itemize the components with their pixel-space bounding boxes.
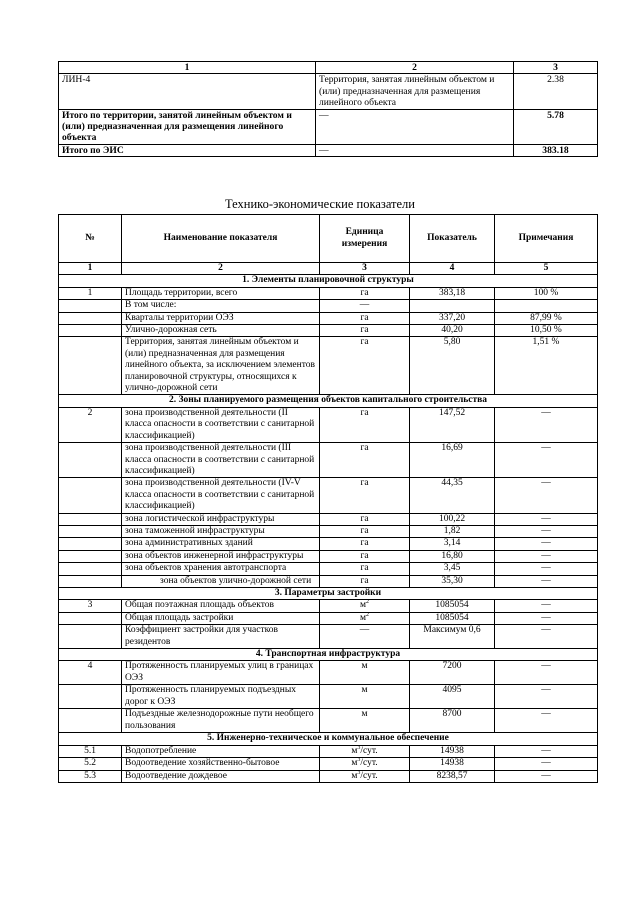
note: — [495, 758, 598, 770]
note: 1,51 % [495, 337, 598, 395]
note [495, 300, 598, 312]
indicator-value: 14938 [410, 745, 495, 757]
unit: $м^3$/сут. [320, 745, 410, 757]
note: — [495, 770, 598, 782]
unit: м [320, 709, 410, 733]
row-number [59, 709, 122, 733]
row-number [59, 312, 122, 324]
row-number: 5.3 [59, 770, 122, 782]
note: — [495, 407, 598, 442]
note: — [495, 745, 598, 757]
column-number-row [59, 263, 598, 275]
indicator-name: зона таможенной инфраструктуры [122, 525, 320, 537]
table-row [59, 538, 598, 550]
table-row [59, 685, 598, 709]
indicator-name: Территория, занятая линейным объектом и (или) предназначенная для размещения линейного объекта, за исключением элементов планировочной структуры, относящихся к улично-дорожной сети [122, 337, 320, 395]
indicator-value: 7200 [410, 661, 495, 685]
note: — [495, 563, 598, 575]
unit: га [320, 478, 410, 513]
indicator-value: 1085054 [410, 612, 495, 624]
section-heading-row [59, 275, 598, 287]
indicator-name: В том числе: [122, 300, 320, 312]
section-heading-row [59, 395, 598, 407]
indicator-value: 35,30 [410, 575, 495, 587]
unit: га [320, 525, 410, 537]
row-number: 3 [59, 600, 122, 612]
table-row [59, 745, 598, 757]
table-row [59, 563, 598, 575]
unit: $м^3$/сут. [320, 758, 410, 770]
indicator-value: 337,20 [410, 312, 495, 324]
unit-exponent: 2 [366, 599, 369, 606]
section-title: 3. Параметры застройки [59, 587, 598, 599]
indicator-name: зона объектов улично-дорожной сети [122, 575, 320, 587]
indicator-value: 1085054 [410, 600, 495, 612]
unit: га [320, 337, 410, 395]
column-number: 2 [122, 263, 320, 275]
note: — [495, 600, 598, 612]
note: 10,50 % [495, 325, 598, 337]
unit: га [320, 325, 410, 337]
row-value: 2.38 [514, 74, 598, 109]
section-heading-row [59, 587, 598, 599]
row-number [59, 300, 122, 312]
column-header: Наименование показателя [122, 215, 320, 263]
indicator-name: Водоотведение хозяйственно-бытовое [122, 758, 320, 770]
indicator-name: Общая поэтажная площадь объектов [122, 600, 320, 612]
table-row [59, 337, 598, 395]
note: — [495, 612, 598, 624]
column-header: Показатель [410, 215, 495, 263]
unit: м [320, 685, 410, 709]
note: 100 % [495, 287, 598, 299]
indicator-value: 8238,57 [410, 770, 495, 782]
note: — [495, 478, 598, 513]
table-row [59, 575, 598, 587]
table-row [59, 325, 598, 337]
table-row [59, 661, 598, 685]
indicator-value: 4095 [410, 685, 495, 709]
indicator-name: зона административных зданий [122, 538, 320, 550]
table-row [59, 625, 598, 649]
note: — [495, 550, 598, 562]
table-row [59, 312, 598, 324]
note: — [495, 625, 598, 649]
summary-col-number: 1 [59, 62, 316, 74]
note: — [495, 661, 598, 685]
summary-col-number: 2 [316, 62, 514, 74]
row-name: Итого по ЭИС [59, 144, 316, 156]
row-number: 1 [59, 287, 122, 299]
table-row [59, 513, 598, 525]
table-row [59, 758, 598, 770]
table-row [59, 550, 598, 562]
unit: — [320, 625, 410, 649]
indicator-value [410, 300, 495, 312]
row-number [59, 550, 122, 562]
unit: га [320, 287, 410, 299]
row-value: 5.78 [514, 109, 598, 144]
unit: $м^2$ [320, 600, 410, 612]
indicator-value: 3,45 [410, 563, 495, 575]
summary-header-row [59, 62, 598, 74]
table-row [59, 74, 598, 109]
unit: м [320, 661, 410, 685]
row-number [59, 443, 122, 478]
note: — [495, 443, 598, 478]
table-row [59, 300, 598, 312]
indicators-table [58, 214, 598, 783]
table-row [59, 407, 598, 442]
indicator-name: Водопотребление [122, 745, 320, 757]
row-number [59, 625, 122, 649]
note: — [495, 525, 598, 537]
page-title: Технико-экономические показатели [225, 197, 415, 211]
table-row [59, 600, 598, 612]
note: — [495, 538, 598, 550]
unit: га [320, 443, 410, 478]
row-description: — [316, 109, 514, 144]
unit: га [320, 575, 410, 587]
indicator-value: 1,82 [410, 525, 495, 537]
indicator-name: Протяженность планируемых улиц в границах ОЭЗ [122, 661, 320, 685]
indicator-name: Площадь территории, всего [122, 287, 320, 299]
section-title: 1. Элементы планировочной структуры [59, 275, 598, 287]
row-number [59, 325, 122, 337]
table-row [59, 287, 598, 299]
table-row [59, 478, 598, 513]
unit-exponent: 3 [357, 744, 361, 751]
column-number: 3 [320, 263, 410, 275]
row-name: ЛИН-4 [59, 74, 316, 109]
indicator-name: зона объектов хранения автотранспорта [122, 563, 320, 575]
row-number [59, 513, 122, 525]
summary-col-number: 3 [514, 62, 598, 74]
indicator-name: Общая площадь застройки [122, 612, 320, 624]
note: — [495, 709, 598, 733]
row-number: 5.1 [59, 745, 122, 757]
indicator-name: зона производственной деятельности (II класса опасности в соответствии с санитарной классификацией) [122, 407, 320, 442]
table-row [59, 709, 598, 733]
indicator-value: 44,35 [410, 478, 495, 513]
indicator-name: Протяженность планируемых подъездных дорог к ОЭЗ [122, 685, 320, 709]
note: 87,99 % [495, 312, 598, 324]
note: — [495, 685, 598, 709]
column-number: 5 [495, 263, 598, 275]
column-header: Примечания [495, 215, 598, 263]
indicator-name: Подъездные железнодорожные пути необщего пользования [122, 709, 320, 733]
indicator-value: 3,14 [410, 538, 495, 550]
note: — [495, 575, 598, 587]
unit: га [320, 407, 410, 442]
row-number [59, 538, 122, 550]
table-row [59, 144, 598, 156]
unit-exponent: 2 [366, 611, 369, 618]
row-description: — [316, 144, 514, 156]
unit: га [320, 550, 410, 562]
column-header: Единица измерения [320, 215, 410, 263]
column-header: № [59, 215, 122, 263]
indicator-value: 147,52 [410, 407, 495, 442]
section-title: 2. Зоны планируемого размещения объектов капитального строительства [59, 395, 598, 407]
indicator-name: зона производственной деятельности (IV-V класса опасности в соответствии с санитарной классификацией) [122, 478, 320, 513]
indicator-value: 16,69 [410, 443, 495, 478]
unit-suffix: /сут. [360, 745, 378, 756]
indicator-name: зона производственной деятельности (III класса опасности в соответствии с санитарной классификацией) [122, 443, 320, 478]
indicator-value: Максимум 0,6 [410, 625, 495, 649]
row-name: Итого по территории, занятой линейным объектом и (или) предназначенная для размещения линейного объекта [59, 109, 316, 144]
unit: $м^2$ [320, 612, 410, 624]
indicator-name: Кварталы территории ОЭЗ [122, 312, 320, 324]
unit: га [320, 538, 410, 550]
section-heading-row [59, 649, 598, 661]
unit-exponent: 3 [357, 769, 361, 776]
table-row [59, 525, 598, 537]
row-description: Территория, занятая линейным объектом и (или) предназначенная для размещения линейного объекта [316, 74, 514, 109]
column-number: 1 [59, 263, 122, 275]
row-value: 383.18 [514, 144, 598, 156]
indicator-name: Водоотведение дождевое [122, 770, 320, 782]
indicator-value: 40,20 [410, 325, 495, 337]
indicator-name: Улично-дорожная сеть [122, 325, 320, 337]
row-number: 5.2 [59, 758, 122, 770]
row-number [59, 525, 122, 537]
table-row [59, 443, 598, 478]
indicator-value: 100,22 [410, 513, 495, 525]
indicator-name: зона логистической инфраструктуры [122, 513, 320, 525]
row-number [59, 685, 122, 709]
unit: $м^3$/сут. [320, 770, 410, 782]
indicator-value: 14938 [410, 758, 495, 770]
row-number [59, 337, 122, 395]
summary-table [58, 61, 598, 157]
table-row [59, 612, 598, 624]
indicator-value: 383,18 [410, 287, 495, 299]
indicator-name: Коэффициент застройки для участков резидентов [122, 625, 320, 649]
indicator-name: зона объектов инженерной инфраструктуры [122, 550, 320, 562]
unit: га [320, 513, 410, 525]
note: — [495, 513, 598, 525]
indicator-value: 5,80 [410, 337, 495, 395]
section-title: 4. Транспортная инфраструктура [59, 649, 598, 661]
unit: га [320, 312, 410, 324]
row-number: 2 [59, 407, 122, 442]
unit: — [320, 300, 410, 312]
header-row [59, 215, 598, 263]
unit-suffix: /сут. [360, 770, 378, 781]
indicator-value: 8700 [410, 709, 495, 733]
row-number [59, 563, 122, 575]
table-row [59, 109, 598, 144]
row-number [59, 612, 122, 624]
row-number [59, 478, 122, 513]
row-number [59, 575, 122, 587]
column-number: 4 [410, 263, 495, 275]
indicator-value: 16,80 [410, 550, 495, 562]
unit-suffix: /сут. [360, 758, 378, 769]
section-title: 5. Инженерно-техническое и коммунальное обеспечение [59, 733, 598, 745]
unit: га [320, 563, 410, 575]
unit-exponent: 3 [357, 757, 361, 764]
table-row [59, 770, 598, 782]
section-heading-row [59, 733, 598, 745]
row-number: 4 [59, 661, 122, 685]
